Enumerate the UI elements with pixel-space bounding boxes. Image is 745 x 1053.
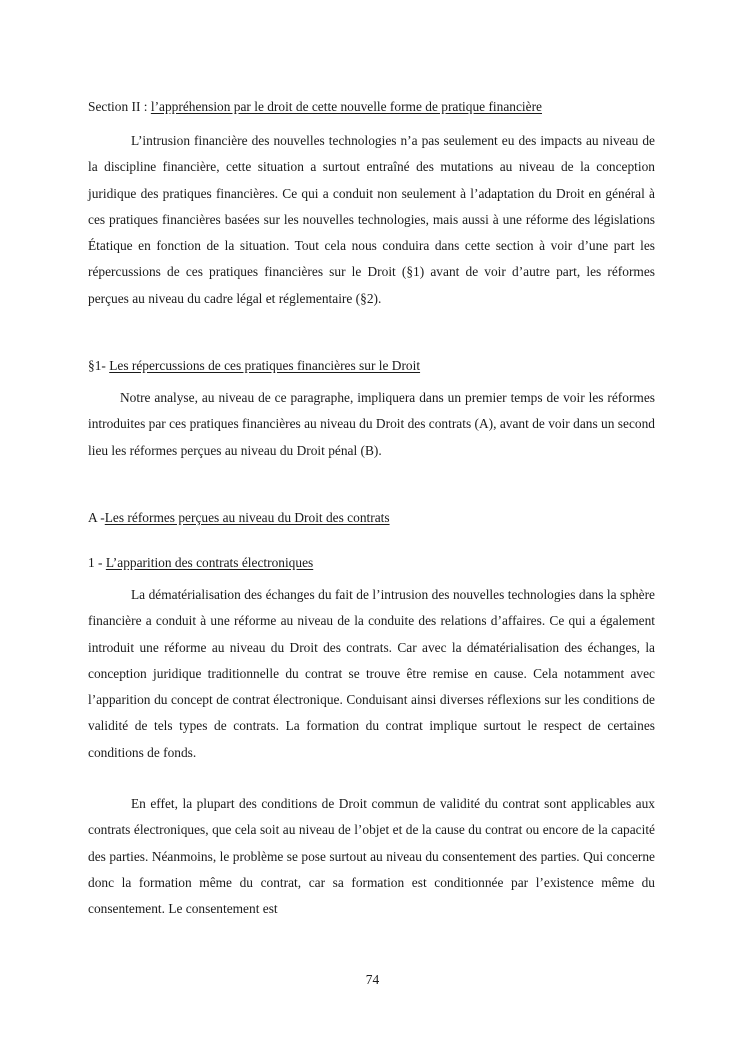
section-heading-prefix: Section II :: [88, 99, 151, 114]
paragraph1-text: Notre analyse, au niveau de ce paragraphe, impliquera dans un premier temps de voir les réformes introduites par ces pratiques financières au niveau du Droit des contrats (A), avant de voir dans un second lieu les réformes perçues au niveau du Droit pénal (B).: [88, 390, 655, 458]
intro-paragraph: L’intrusion financière des nouvelles technologies n’a pas seulement eu des impacts au niveau de la discipline financière, cette situation a surtout entraîné des mutations au niveau de la conception juridique des pratiques financières. Ce qui a conduit non seulement à l’adaptation du Droit en général à ces pratiques financières basées sur les nouvelles technologies, mais aussi à une réforme des législations Étatique en fonction de la situation. Tout cela nous conduira dans cette section à voir d’une part les répercussions de ces pratiques financières sur le Droit (§1) avant de voir d’autre part, les réformes perçues au niveau du cadre légal et réglementaire (§2).: [88, 133, 655, 306]
paragraph1-heading-prefix: §1-: [88, 358, 110, 374]
point1-heading: [88, 553, 655, 573]
page-number: 74: [365, 972, 380, 987]
point1-heading-prefix: 1 -: [88, 554, 106, 570]
paragraph1-heading-title: Les répercussions de ces pratiques financières sur le Droit: [109, 358, 421, 374]
paragraph1-heading: [88, 356, 655, 376]
subsection-a-heading: [88, 508, 655, 528]
point1-paragraph-2: En effet, la plupart des conditions de Droit commun de validité du contrat sont applicables aux contrats électroniques, que cela soit au niveau de l’objet et de la cause du contrat ou encore de la capacité des parties. Néanmoins, le problème se pose surtout au niveau du consentement des parties. Qui concerne donc la formation même du contrat, car sa formation est conditionnée par l’existence même du consentement. Le consentement est: [88, 796, 655, 917]
subsection-a-heading-prefix: A -: [88, 509, 105, 525]
point1-heading-title: L’apparition des contrats électroniques: [105, 554, 314, 570]
document-page: [88, 97, 655, 923]
point1-paragraph-1: La dématérialisation des échanges du fait de l’intrusion des nouvelles technologies dans la sphère financière a conduit à une réforme au niveau de la conduite des relations d’affaires. Ce qui a également introduit une réforme au niveau du Droit des contrats. Car avec la dématérialisation des échanges, la conception juridique traditionnelle du contrat se trouve être remise en cause. Cela notamment avec l’apparition du concept de contrat électronique. Conduisant ainsi diverses réflexions sur les conditions de validité de tels types de contrats. La formation du contrat implique surtout le respect de certaines conditions de fonds.: [88, 586, 655, 760]
subsection-a-heading-title: Les réformes perçues au niveau du Droit des contrats: [104, 509, 390, 525]
section-heading: [88, 97, 655, 117]
section-heading-title: l’appréhension par le droit de cette nouvelle forme de pratique financière: [150, 99, 542, 114]
